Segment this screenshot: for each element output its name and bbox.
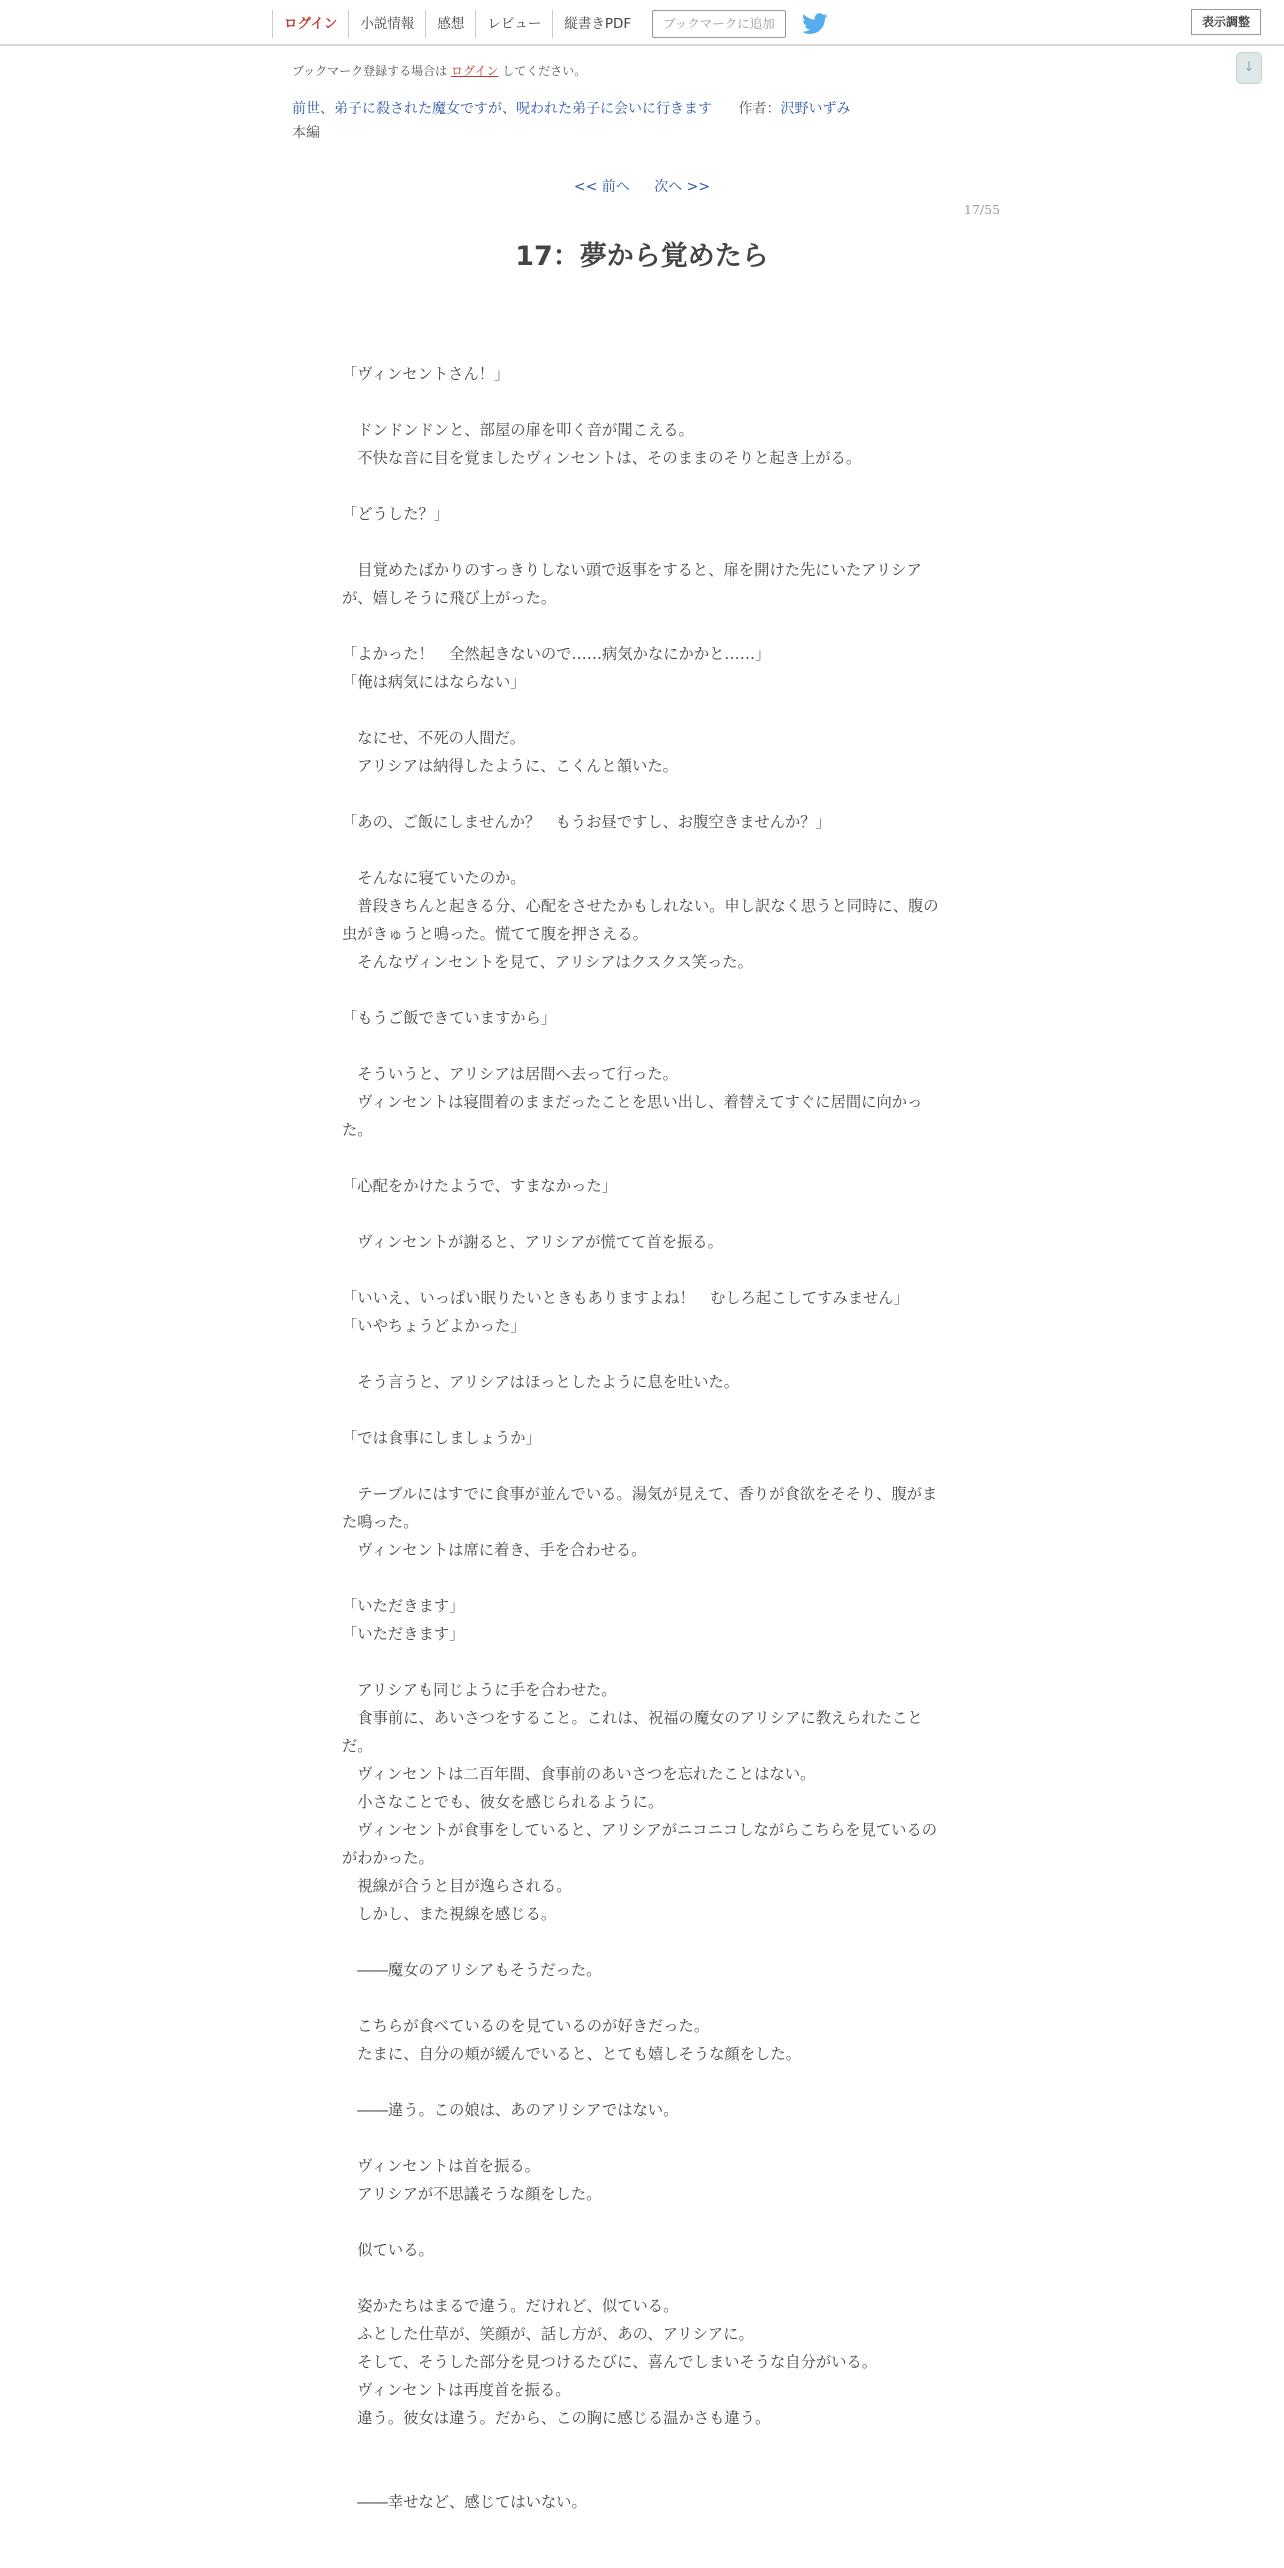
body-line	[342, 1564, 942, 1592]
body-line: ドンドンドンと、部屋の扉を叩く音が聞こえる。	[342, 421, 694, 439]
body-line: ――幸せなど、感じてはいない。	[342, 2493, 587, 2511]
body-line: アリシアも同じように手を合わせた。	[342, 1681, 617, 1699]
body-line: 小さなことでも、彼女を感じられるように。	[342, 1793, 664, 1811]
body-line: そういうと、アリシアは居間へ去って行った。	[342, 1065, 678, 1083]
body-line	[342, 1452, 942, 1480]
body-line	[342, 1396, 942, 1424]
body-line: なにせ、不死の人間だ。	[342, 729, 526, 747]
body-line	[342, 388, 942, 416]
chapter-title: 17：夢から覚めたら	[515, 241, 769, 272]
top-nav	[0, 0, 1284, 46]
body-line: しかし、また視線を感じる。	[342, 1905, 557, 1923]
body-line	[342, 2460, 942, 2488]
body-line	[342, 612, 942, 640]
body-line: アリシアは納得したように、こくんと頷いた。	[342, 757, 678, 775]
body-line	[342, 1200, 942, 1228]
body-line: ――魔女のアリシアもそうだった。	[342, 1961, 602, 1979]
body-line	[342, 1032, 942, 1060]
body-line: 「いいえ、いっぱい眠りたいときもありますよね！ むしろ起こしてすみません」	[342, 1289, 909, 1307]
body-line: アリシアが不思議そうな顔をした。	[342, 2185, 602, 2203]
nav-impressions-link[interactable]: 感想	[425, 10, 475, 38]
body-line: 食事前に、あいさつをすること。これは、祝福の魔女のアリシアに教えられたことだ。	[342, 1709, 923, 1755]
nav-review-link[interactable]: レビュー	[475, 10, 552, 38]
body-line	[342, 2264, 942, 2292]
body-line: 「いただきます」	[342, 1597, 465, 1615]
nav-vertical-pdf-link[interactable]: 縦書きPDF	[552, 10, 642, 38]
body-line	[342, 1648, 942, 1676]
body-line: 「いただきます」	[342, 1625, 465, 1643]
display-settings-button[interactable]: 表示調整	[1191, 9, 1261, 35]
body-line	[342, 2208, 942, 2236]
nav-list	[272, 10, 828, 38]
body-line: 目覚めたばかりのすっきりしない頭で返事をすると、扉を開けた先にいたアリシアが、嬉しそうに飛び上がった。	[342, 561, 922, 607]
body-line	[342, 2068, 942, 2096]
body-line: そんなに寝ていたのか。	[342, 869, 526, 887]
body-line: ヴィンセントは二百年間、食事前のあいさつを忘れたことはない。	[342, 1765, 816, 1783]
body-line: たまに、自分の頬が緩んでいると、とても嬉しそうな顔をした。	[342, 2045, 801, 2063]
novel-body	[342, 360, 942, 2516]
author-label: 作者：	[738, 101, 781, 117]
body-line: 「いやちょうどよかった」	[342, 1317, 526, 1335]
body-line	[342, 1144, 942, 1172]
author-link[interactable]: 沢野いずみ	[780, 101, 851, 117]
pager	[0, 176, 1284, 196]
body-line	[342, 2432, 942, 2460]
body-line: テーブルにはすでに食事が並んでいる。湯気が見えて、香りが食欲をそそり、腹がまた鳴った。	[342, 1485, 938, 1531]
body-line: 姿かたちはまるで違う。だけれど、似ている。	[342, 2297, 679, 2315]
body-line: こちらが食べているのを見ているのが好きだった。	[342, 2017, 710, 2035]
body-line: 不快な音に目を覚ましたヴィンセントは、そのままのそりと起き上がる。	[342, 449, 862, 467]
body-line	[342, 780, 942, 808]
body-line	[342, 1984, 942, 2012]
body-line	[342, 2124, 942, 2152]
prev-page-link[interactable]: << 前へ	[573, 179, 630, 195]
body-line: 「もうご飯できていますから」	[342, 1009, 557, 1027]
body-line: そんなヴィンセントを見て、アリシアはクスクス笑った。	[342, 953, 753, 971]
next-page-link[interactable]: 次へ >>	[654, 179, 711, 195]
body-line: 「俺は病気にはならない」	[342, 673, 526, 691]
body-line: 「どうした？」	[342, 505, 450, 523]
body-line: 「では食事にしましょうか」	[342, 1429, 541, 1447]
login-note	[292, 62, 586, 79]
body-line	[342, 696, 942, 724]
body-line: ヴィンセントは寝間着のままだったことを思い出し、着替えてすぐに居間に向かった。	[342, 1093, 923, 1139]
login-note-prefix: ブックマーク登録する場合は	[292, 64, 448, 78]
body-line: 視線が合うと目が逸らされる。	[342, 1877, 572, 1895]
login-note-suffix: してください。	[502, 64, 587, 78]
novel-title-link[interactable]: 前世、弟子に殺された魔女ですが、呪われた弟子に会いに行きます	[292, 101, 712, 117]
bookmark-add-button[interactable]: ブックマークに追加	[652, 10, 786, 38]
page-count: 17/55	[964, 202, 1001, 217]
body-line: 「ヴィンセントさん！」	[342, 365, 510, 383]
nav-novel-info-link[interactable]: 小説情報	[348, 10, 425, 38]
body-line	[342, 1256, 942, 1284]
body-line: そして、そうした部分を見つけるたびに、喜んでしまいそうな自分がいる。	[342, 2353, 878, 2371]
body-line: そう言うと、アリシアはほっとしたように息を吐いた。	[342, 1373, 740, 1391]
body-line	[342, 472, 942, 500]
body-line: ふとした仕草が、笑顔が、話し方が、あの、アリシアに。	[342, 2325, 754, 2343]
body-line: 違う。彼女は違う。だから、この胸に感じる温かさも違う。	[342, 2409, 771, 2427]
body-line: 普段きちんと起きる分、心配をさせたかもしれない。申し訳なく思うと同時に、腹の虫がきゅうと鳴った。慌てて腹を押さえる。	[342, 897, 939, 943]
body-line	[342, 528, 942, 556]
section-label: 本編	[292, 125, 320, 141]
body-line	[342, 836, 942, 864]
body-line: ヴィンセントは再度首を振る。	[342, 2381, 571, 2399]
body-line	[342, 976, 942, 1004]
nav-login-link[interactable]: ログイン	[272, 10, 348, 38]
login-note-link[interactable]: ログイン	[451, 64, 499, 78]
body-line: ヴィンセントが食事をしていると、アリシアがニコニコしながらこちらを見ているのがわかった。	[342, 1821, 938, 1867]
body-line: 「あの、ご飯にしませんか？ もうお昼ですし、お腹空きませんか？」	[342, 813, 831, 831]
body-line: ヴィンセントは席に着き、手を合わせる。	[342, 1541, 647, 1559]
novel-meta	[292, 97, 850, 145]
body-line	[342, 1928, 942, 1956]
body-line: ヴィンセントは首を振る。	[342, 2157, 540, 2175]
body-line: ――違う。この娘は、あのアリシアではない。	[342, 2101, 679, 2119]
body-line: 「心配をかけたようで、すまなかった」	[342, 1177, 618, 1195]
body-line	[342, 1340, 942, 1368]
body-line: 似ている。	[342, 2241, 434, 2259]
twitter-icon[interactable]	[802, 13, 828, 35]
body-line: ヴィンセントが謝ると、アリシアが慌てて首を振る。	[342, 1233, 723, 1251]
body-line: 「よかった！ 全然起きないので……病気かなにかかと……」	[342, 645, 771, 663]
scroll-down-button[interactable]: ↓	[1236, 52, 1262, 84]
